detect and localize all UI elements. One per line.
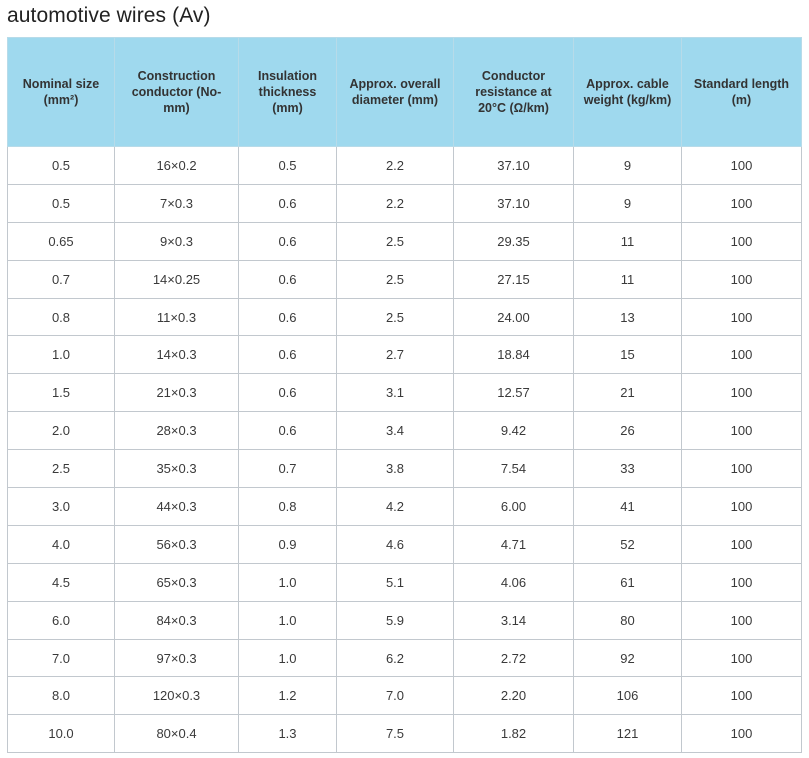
cell-construction-conductor: 56×0.3: [115, 525, 239, 563]
cell-insulation-thickness: 0.6: [239, 374, 337, 412]
column-header-label: Approx. cable weight (kg/km): [583, 77, 672, 107]
cell-nominal-size: 0.5: [8, 184, 115, 222]
cell-standard-length: 100: [682, 184, 802, 222]
column-header-standard-length: [682, 38, 802, 147]
cell-nominal-size: 6.0: [8, 601, 115, 639]
cell-standard-length: 100: [682, 450, 802, 488]
cell-overall-diameter: 7.0: [337, 677, 454, 715]
cell-standard-length: 100: [682, 601, 802, 639]
table-row: [8, 298, 802, 336]
cell-nominal-size: 8.0: [8, 677, 115, 715]
cell-conductor-resistance: 2.20: [454, 677, 574, 715]
spec-table: [7, 37, 802, 753]
cell-overall-diameter: 3.1: [337, 374, 454, 412]
cell-conductor-resistance: 27.15: [454, 260, 574, 298]
cell-cable-weight: 52: [574, 525, 682, 563]
cell-construction-conductor: 14×0.3: [115, 336, 239, 374]
cell-insulation-thickness: 0.6: [239, 336, 337, 374]
cell-construction-conductor: 11×0.3: [115, 298, 239, 336]
column-header-cable-weight: [574, 38, 682, 147]
cell-nominal-size: 1.0: [8, 336, 115, 374]
cell-overall-diameter: 6.2: [337, 639, 454, 677]
cell-construction-conductor: 21×0.3: [115, 374, 239, 412]
cell-insulation-thickness: 1.2: [239, 677, 337, 715]
cell-nominal-size: 4.5: [8, 563, 115, 601]
cell-conductor-resistance: 12.57: [454, 374, 574, 412]
table-row: [8, 147, 802, 185]
table-row: [8, 601, 802, 639]
cell-insulation-thickness: 0.9: [239, 525, 337, 563]
column-header-label: Construction conductor (No-mm): [131, 69, 222, 115]
cell-standard-length: 100: [682, 488, 802, 526]
cell-insulation-thickness: 0.6: [239, 184, 337, 222]
cell-overall-diameter: 2.5: [337, 222, 454, 260]
table-row: [8, 336, 802, 374]
cell-standard-length: 100: [682, 147, 802, 185]
cell-conductor-resistance: 1.82: [454, 715, 574, 753]
cell-nominal-size: 3.0: [8, 488, 115, 526]
cell-standard-length: 100: [682, 336, 802, 374]
cell-standard-length: 100: [682, 563, 802, 601]
cell-overall-diameter: 2.5: [337, 260, 454, 298]
cell-overall-diameter: 2.5: [337, 298, 454, 336]
table-row: [8, 488, 802, 526]
cell-nominal-size: 1.5: [8, 374, 115, 412]
cell-conductor-resistance: 37.10: [454, 147, 574, 185]
table-row: [8, 374, 802, 412]
cell-nominal-size: 0.5: [8, 147, 115, 185]
cell-conductor-resistance: 37.10: [454, 184, 574, 222]
column-header-label: Nominal size (mm²): [22, 77, 100, 107]
cell-standard-length: 100: [682, 374, 802, 412]
cell-conductor-resistance: 2.72: [454, 639, 574, 677]
cell-construction-conductor: 120×0.3: [115, 677, 239, 715]
cell-standard-length: 100: [682, 260, 802, 298]
cell-conductor-resistance: 9.42: [454, 412, 574, 450]
cell-cable-weight: 9: [574, 147, 682, 185]
cell-conductor-resistance: 7.54: [454, 450, 574, 488]
cell-standard-length: 100: [682, 222, 802, 260]
cell-nominal-size: 2.0: [8, 412, 115, 450]
table-row: [8, 639, 802, 677]
cell-overall-diameter: 2.2: [337, 184, 454, 222]
cell-nominal-size: 10.0: [8, 715, 115, 753]
cell-cable-weight: 121: [574, 715, 682, 753]
cell-conductor-resistance: 24.00: [454, 298, 574, 336]
cell-nominal-size: 2.5: [8, 450, 115, 488]
cell-construction-conductor: 14×0.25: [115, 260, 239, 298]
cell-construction-conductor: 9×0.3: [115, 222, 239, 260]
cell-construction-conductor: 97×0.3: [115, 639, 239, 677]
cell-cable-weight: 33: [574, 450, 682, 488]
table-row: [8, 563, 802, 601]
cell-insulation-thickness: 0.7: [239, 450, 337, 488]
table-row: [8, 260, 802, 298]
cell-construction-conductor: 65×0.3: [115, 563, 239, 601]
cell-insulation-thickness: 1.3: [239, 715, 337, 753]
cell-cable-weight: 41: [574, 488, 682, 526]
cell-conductor-resistance: 18.84: [454, 336, 574, 374]
cell-insulation-thickness: 1.0: [239, 563, 337, 601]
cell-overall-diameter: 4.6: [337, 525, 454, 563]
table-row: [8, 525, 802, 563]
cell-cable-weight: 21: [574, 374, 682, 412]
cell-insulation-thickness: 0.6: [239, 260, 337, 298]
cell-standard-length: 100: [682, 715, 802, 753]
cell-cable-weight: 26: [574, 412, 682, 450]
cell-cable-weight: 9: [574, 184, 682, 222]
cell-standard-length: 100: [682, 412, 802, 450]
cell-construction-conductor: 44×0.3: [115, 488, 239, 526]
cell-cable-weight: 13: [574, 298, 682, 336]
column-header-label: Standard length (m): [693, 77, 790, 107]
table-row: [8, 222, 802, 260]
header-row: [8, 38, 802, 147]
cell-overall-diameter: 5.9: [337, 601, 454, 639]
cell-overall-diameter: 4.2: [337, 488, 454, 526]
cell-overall-diameter: 7.5: [337, 715, 454, 753]
cell-insulation-thickness: 0.6: [239, 298, 337, 336]
column-header-label: Approx. overall diameter (mm): [349, 77, 441, 107]
cell-standard-length: 100: [682, 525, 802, 563]
cell-standard-length: 100: [682, 677, 802, 715]
cell-insulation-thickness: 1.0: [239, 639, 337, 677]
column-header-conductor-resistance: [454, 38, 574, 147]
cell-standard-length: 100: [682, 639, 802, 677]
cell-conductor-resistance: 4.06: [454, 563, 574, 601]
cell-construction-conductor: 84×0.3: [115, 601, 239, 639]
cell-overall-diameter: 2.7: [337, 336, 454, 374]
cell-nominal-size: 0.65: [8, 222, 115, 260]
cell-nominal-size: 0.7: [8, 260, 115, 298]
cell-cable-weight: 61: [574, 563, 682, 601]
cell-insulation-thickness: 0.8: [239, 488, 337, 526]
cell-construction-conductor: 28×0.3: [115, 412, 239, 450]
column-header-label: Conductor resistance at 20°C (Ω/km): [475, 69, 552, 115]
cell-overall-diameter: 3.4: [337, 412, 454, 450]
column-header-nominal-size: [8, 38, 115, 147]
cell-standard-length: 100: [682, 298, 802, 336]
cell-insulation-thickness: 0.6: [239, 412, 337, 450]
cell-overall-diameter: 5.1: [337, 563, 454, 601]
cell-construction-conductor: 7×0.3: [115, 184, 239, 222]
page-title: automotive wires (Av): [7, 4, 211, 27]
cell-insulation-thickness: 0.5: [239, 147, 337, 185]
cell-insulation-thickness: 1.0: [239, 601, 337, 639]
table-row: [8, 715, 802, 753]
cell-cable-weight: 11: [574, 222, 682, 260]
cell-conductor-resistance: 29.35: [454, 222, 574, 260]
column-header-construction-conductor: [115, 38, 239, 147]
cell-nominal-size: 4.0: [8, 525, 115, 563]
cell-cable-weight: 106: [574, 677, 682, 715]
table-body: [8, 147, 802, 753]
cell-construction-conductor: 16×0.2: [115, 147, 239, 185]
cell-cable-weight: 92: [574, 639, 682, 677]
column-header-overall-diameter: [337, 38, 454, 147]
cell-cable-weight: 11: [574, 260, 682, 298]
cell-nominal-size: 7.0: [8, 639, 115, 677]
cell-construction-conductor: 80×0.4: [115, 715, 239, 753]
cell-conductor-resistance: 4.71: [454, 525, 574, 563]
cell-construction-conductor: 35×0.3: [115, 450, 239, 488]
cell-overall-diameter: 3.8: [337, 450, 454, 488]
table-row: [8, 184, 802, 222]
table-header: [8, 38, 802, 147]
cell-nominal-size: 0.8: [8, 298, 115, 336]
cell-cable-weight: 15: [574, 336, 682, 374]
table-row: [8, 412, 802, 450]
cell-conductor-resistance: 6.00: [454, 488, 574, 526]
cell-overall-diameter: 2.2: [337, 147, 454, 185]
table-row: [8, 677, 802, 715]
column-header-insulation-thickness: [239, 38, 337, 147]
cell-cable-weight: 80: [574, 601, 682, 639]
cell-insulation-thickness: 0.6: [239, 222, 337, 260]
cell-conductor-resistance: 3.14: [454, 601, 574, 639]
column-header-label: Insulation thickness (mm): [257, 69, 318, 115]
table-row: [8, 450, 802, 488]
